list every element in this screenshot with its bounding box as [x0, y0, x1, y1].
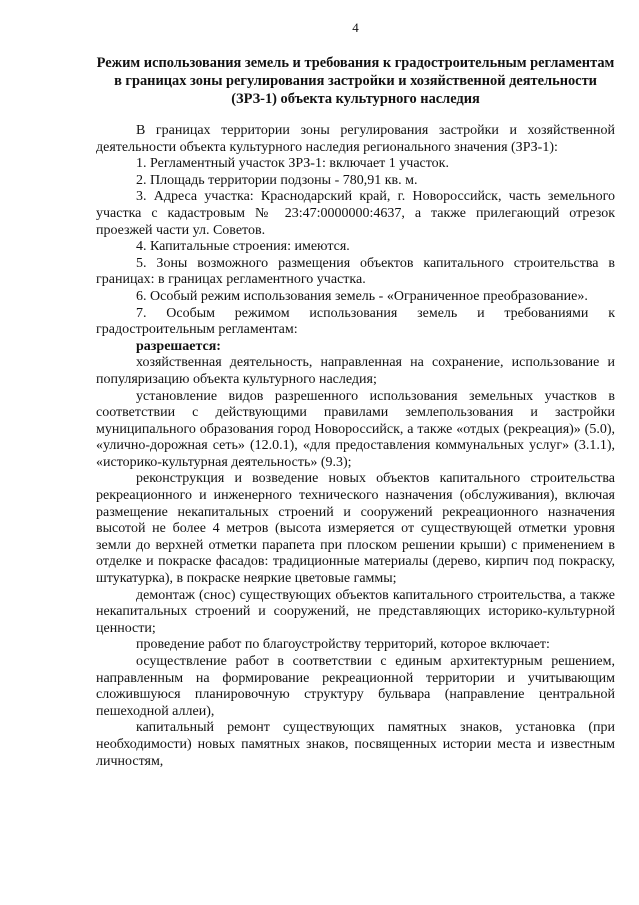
list-item: 5. Зоны возможного размещения объектов капитального строительства в границах: в границах регламентного участка. — [96, 255, 615, 288]
list-item: 4. Капитальные строения: имеются. — [136, 239, 350, 255]
document-body — [96, 123, 615, 770]
list-item: 2. Площадь территории подзоны - 780,91 кв. м. — [136, 172, 418, 188]
body-paragraph: проведение работ по благоустройству территорий, которое включает: — [136, 637, 550, 653]
list-item: 3. Адреса участка: Краснодарский край, г. Новороссийск, часть земельного участка с кадастровым № 23:47:0000000:4637, а также прилегающий отрезок проезжей части ул. Советов. — [96, 189, 615, 238]
intro-paragraph: В границах территории зоны регулирования застройки и хозяйственной деятельности объекта культурного наследия регионального значения (ЗРЗ-1): — [96, 123, 615, 155]
section-title: Режим использования земель и требования к градостроительным регламентам в границах зоны регулирования застройки и хозяйственной деятельности (ЗРЗ-1) объекта культурного наследия — [96, 55, 615, 107]
body-paragraph: реконструкция и возведение новых объектов капитального строительства рекреационного и инженерного технического назначения (обслуживания), включая размещение некапитальных строений и сооружений рекреационного назначения высотой не более 4 метров (высота измеряется от существующей отметки уровня земли до верхней отметки парапета при плоском решении крыши) с применением в отделке и покраске фасадов: традиционные материалы (дерево, кирпич под покраску, штукатурка), в покраске неяркие цветовые гаммы; — [96, 471, 615, 587]
list-item: 1. Регламентный участок ЗРЗ-1: включает 1 участок. — [136, 156, 449, 172]
body-paragraph: капитальный ремонт существующих памятных знаков, установка (при необходимости) новых памятных знаков, посвященных истории места и известным личностям, — [96, 720, 615, 769]
permitted-heading: разрешается: — [136, 338, 221, 354]
body-paragraph: хозяйственная деятельность, направленная на сохранение, использование и популяризацию объекта культурного наследия; — [96, 355, 615, 387]
list-item: 7. Особым режимом использования земель и требованиями к градостроительным регламентам: — [96, 305, 615, 338]
body-paragraph: демонтаж (снос) существующих объектов капитального строительства, а также некапитальных строений и сооружений, не представляющих историко-культурной ценности; — [96, 587, 615, 636]
body-paragraph: установление видов разрешенного использования земельных участков в соответствии с действующими правилами землепользования и застройки муниципального образования город Новороссийск, а также «отдых (рекреация)» (5.0), «улично-дорожная сеть» (12.0.1), «для предоставления коммунальных услуг» (3.1.1), «историко-культурная деятельность» (9.3); — [96, 388, 615, 470]
body-paragraph: осуществление работ в соответствии с единым архитектурным решением, направленным на формирование рекреационной территории и учитывающим сложившуюся планировочную структуру бульвара (направление центральной пешеходной аллеи), — [96, 654, 615, 719]
list-item: 6. Особый режим использования земель - «Ограниченное преобразование». — [136, 288, 588, 304]
page-number: 4 — [352, 20, 359, 35]
